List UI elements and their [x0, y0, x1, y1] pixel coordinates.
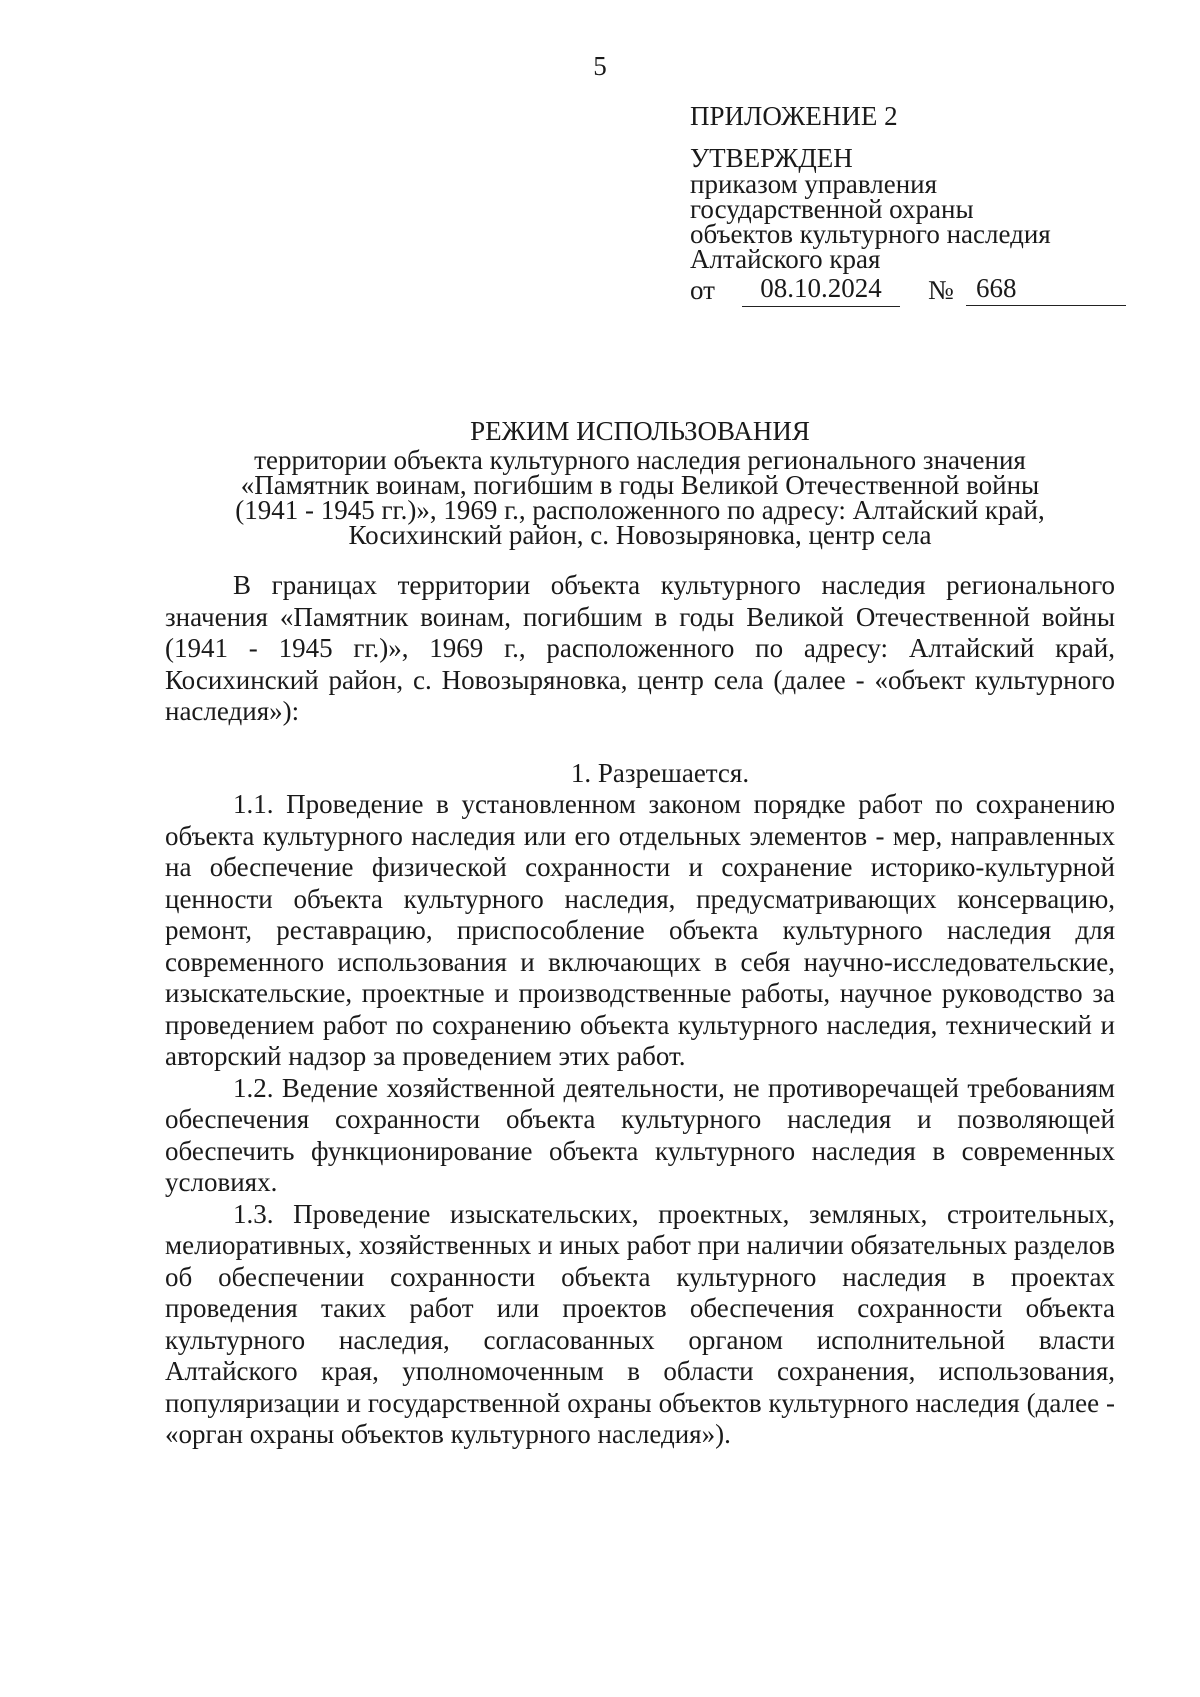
approval-block: [690, 100, 1130, 308]
title-line: (1941 - 1945 гг.)», 1969 г., расположенного по адресу: Алтайский край,: [235, 495, 1045, 525]
document-title: [160, 416, 1120, 548]
clause-paragraph: 1.2. Ведение хозяйственной деятельности, не противоречащей требованиям обеспечения сохранности объекта культурного наследия и позволяющей обеспечить функционирование объекта культурного наследия в современных условиях.: [165, 1072, 1115, 1197]
title-line: «Памятник воинам, погибшим в годы Великой Отечественной войны: [240, 470, 1040, 500]
number-label: №: [928, 275, 954, 305]
section-heading: 1. Разрешается.: [570, 757, 750, 788]
clause-paragraph: 1.1. Проведение в установленном законом порядке работ по сохранению объекта культурного наследия или его отдельных элементов - мер, направленных на обеспечение физической сохранности и сохранение историко-культурной ценности объекта культурного наследия, предусматривающих консервацию, ремонт, реставрацию, приспособление объекта культурного наследия для современного использования и включающих в себя научно-исследовательские, изыскательские, проектные и производственные работы, научное руководство за проведением работ по сохранению объекта культурного наследия, технический и авторский надзор за проведением этих работ.: [165, 789, 1115, 1071]
approved-label: УТВЕРЖДЕН: [690, 143, 853, 173]
order-number: 668: [966, 276, 1126, 306]
document-body: [165, 570, 1115, 1451]
order-details-row: [690, 273, 1130, 308]
title-line: Косихинский район, с. Новозыряновка, центр села: [348, 520, 932, 550]
clause-paragraph: 1.3. Проведение изыскательских, проектных, земляных, строительных, мелиоративных, хозяйственных и иных работ при наличии обязательных разделов об обеспечении сохранности объекта культурного наследия в проектах проведения таких работ или проектов обеспечения сохранности объекта культурного наследия, согласованных органом исполнительной власти Алтайского края, уполномоченным в области сохранения, использования, популяризации и государственной охраны объектов культурного наследия (далее - «орган охраны объектов культурного наследия»).: [165, 1198, 1115, 1449]
approval-line: объектов культурного наследия: [690, 219, 1051, 249]
page-number: 5: [593, 51, 607, 81]
intro-paragraph: В границах территории объекта культурного наследия регионального значения «Памятник воинам, погибшим в годы Великой Отечественной войны (1941 - 1945 гг.)», 1969 г., расположенного по адресу: Алтайский край, Косихинский район, с. Новозыряновка, центр села (далее - «объект культурного наследия»):: [165, 570, 1115, 726]
appendix-label: ПРИЛОЖЕНИЕ 2: [690, 101, 898, 131]
title-line: территории объекта культурного наследия регионального значения: [254, 445, 1026, 475]
from-label: от: [690, 275, 715, 305]
order-date: 08.10.2024: [742, 276, 900, 307]
approval-line: Алтайского края: [690, 244, 881, 274]
title-heading: РЕЖИМ ИСПОЛЬЗОВАНИЯ: [470, 416, 810, 446]
approval-line: приказом управления: [690, 169, 938, 199]
approval-line: государственной охраны: [690, 194, 974, 224]
